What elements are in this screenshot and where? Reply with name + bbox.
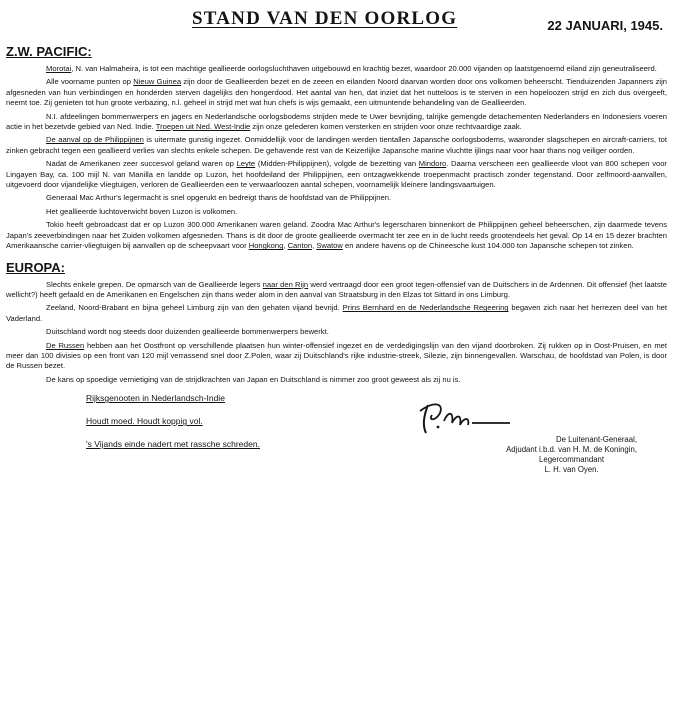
- section-heading-pacific: Z.W. PACIFIC:: [6, 44, 92, 59]
- place-name: Hongkong: [248, 241, 284, 251]
- paragraph-new-guinea: [6, 77, 667, 108]
- paragraph-morotai: [6, 64, 667, 74]
- paragraph-text: Alle voorname punten op: [46, 77, 134, 87]
- paragraph-text: zijn door de Geallieerden bezet en de zeeen en eilanden Noord daarvan worden door ons volkomen beheerscht. Tienduizenden Japanners zijn afgesneden van hun verbindingen en honderden sterven dagelijks den hongerdood. Het aantal van hen, dat inziet dat het nutteloos is te sterven in een hopeloozen strijd en zich dus overgeeft, neemt toe. Zij genieten tot hun groote verbazing, n.l. geheel in strijd met wat hun chefs is wijs gemaakt, een uitmuntende behandeling van de Geallieerden.: [6, 77, 667, 108]
- page-title: STAND VAN DEN OORLOG: [192, 8, 458, 29]
- paragraph-philippines-attack: [6, 135, 667, 156]
- slogan-line: Rijksgenooten in Nederlandsch-Indie: [86, 393, 225, 404]
- paragraph-text: . Daarna verscheen een geallieerde vloot van 800 schepen voor Lingayen Bay, ca. 100 mijl N. van Manilla en landde op Luzon, het hoofdeiland der Philippijnen, een ontzagwekkende troepenmacht practisch zonder tegenstand. Door zelfmoord-aanvallen, uitgevoerd door vijandelijke vliegtuigen, verloren de Geallieerden een te verwaarloozen aantal schepen, voornamelijk kleinere landingsvaartuigen.: [6, 159, 667, 190]
- paragraph-text: is uitermate gunstig ingezet. Onmiddellijk voor de landingen werden tientallen Japansche oorlogsbodems, waaronder slagschepen en aircraft-carriers, tot zinken gebracht tegen een geallieerd verlies van slechts enkele schepen. De gehavende rest van de Keizerlijke Japansche marine vluchtte ijlings naar voor haar thans nog veiliger oorden.: [6, 135, 667, 155]
- place-name: Morotai: [46, 64, 72, 73]
- highlight-text: Prins Bernhard en de Nederlandsche Regeering: [342, 303, 509, 313]
- highlight-text: Troepen uit Ned. West-Indie: [155, 122, 251, 132]
- paragraph-text: zijn onze gelederen komen versterken en strijden voor onze rechtvaardige zaak.: [250, 122, 522, 132]
- paragraph-air-superiority: Het geallieerde luchtoverwicht boven Luzon is volkomen.: [46, 206, 238, 216]
- highlight-text: naar den Rijn: [262, 279, 309, 289]
- paragraph-conclusion: De kans op spoedige vernietiging van de strijdkrachten van Japan en Duitschland is nimmer zoo groot geweest als zij nu is.: [46, 374, 461, 384]
- section-heading-europa: EUROPA:: [6, 259, 65, 275]
- paragraph-tokio: [6, 220, 667, 251]
- section-europa: [6, 260, 667, 386]
- handwritten-signature: [410, 397, 520, 437]
- place-name: Canton: [287, 241, 313, 251]
- place-name: Leyte: [236, 159, 256, 169]
- signature-block: [506, 435, 637, 475]
- signature-line: Legercommandant: [539, 455, 605, 465]
- paragraph-text: Tokio heeft gebroadcast dat er op Luzon 300.000 Amerikanen waren geland. Zoodra Mac Arthur's legerscharen binnenkort de Philippijnen geheel beheerschen, zijn daarmede tevens Japan's zeeverbindingen naar het Zuiden volkomen afgesneden. Thans is dit door de groote geallieerde overmacht ter zee en in de lucht reeds grootendeels het geval. Op 14 en 15 dezer brachten Amerikaansche carrier-vliegtuigen bij aanvallen op de scheepvaart voor: [6, 220, 667, 251]
- separator: ,: [312, 241, 317, 251]
- paragraph-text: Nadat de Amerikanen zeer succesvol geland waren op: [46, 159, 237, 169]
- paragraph-text: en andere havens op de Chineesche kust 104.000 ton Japansche schepen tot zinken.: [342, 241, 634, 251]
- paragraph-leyte: [6, 159, 667, 190]
- place-name: Mindoro: [418, 159, 447, 169]
- paragraph-ni-forces: [6, 112, 667, 133]
- paragraph-text: begaven zich naar het herrezen deel van het Vaderland.: [6, 303, 667, 323]
- paragraph-text: Slechts enkele grepen. De opmarsch van de Geallieerde legers: [46, 279, 263, 289]
- paragraph-liberation: [6, 303, 667, 324]
- place-name: Swatow: [316, 241, 343, 251]
- paragraph-bombers: Duitschland wordt nog steeds door duizenden geallieerde bommenwerpers bewerkt.: [46, 327, 329, 337]
- date-label: 22 JANUARI, 1945.: [547, 18, 663, 33]
- paragraph-text: Zeeland, Noord-Brabant en bijna geheel Limburg zijn van den gehaten vijand bevrijd.: [46, 303, 343, 313]
- signature-line: L. H. van Oyen.: [544, 465, 599, 475]
- place-name: Nieuw Guinea: [133, 77, 182, 87]
- slogan-line: 's Vijands einde nadert met rassche schreden.: [86, 439, 260, 450]
- signature-line: De Luitenant-Generaal,: [555, 435, 637, 445]
- highlight-text: De aanval op de Philippijnen: [46, 135, 144, 145]
- paragraph-text: werd vertraagd door een groot tegen-offensief van de Duitschers in de Ardennen. Dit offensief (het laatste wellicht?) heeft gefaald en de Amerikanen en Engelschen zijn thans weder alom in den aanval van Straatsburg in den Elzas tot Sittard in ons Limburg.: [6, 279, 667, 299]
- paragraph-text: hebben aan het Oostfront op verschillende plaatsen hun winter-offensief ingezet en de verdedigingslijn van den vijand doorbroken. Zij rukken op in Oost-Pruisen, en met meer dan 100 divisies op een front van 120 mijl verrassend snel door Z.Polen, waar zij Duitschland's rijke industrie-streek, Silezie, zijn binnengevallen. Warschau, de hoofdstad van Polen, is door de Russen bezet.: [6, 340, 667, 371]
- separator: ,: [283, 241, 288, 251]
- slogan-line: Houdt moed. Houdt koppig vol.: [86, 416, 203, 427]
- header: [6, 6, 667, 36]
- paragraph-rhine: [6, 280, 667, 301]
- highlight-text: De Russen: [46, 340, 85, 350]
- signature-line: Adjudant i.b.d. van H. M. de Koningin,: [506, 445, 637, 455]
- paragraph-text: , N. van Halmaheira, is tot een machtige geallieerde oorlogsluchthaven uitgebouwd en krachtig bezet, waardoor 20.000 vijanden op laatstgenoemd eiland zijn geneutraliseerd.: [71, 64, 657, 73]
- paragraph-russians: [6, 341, 667, 372]
- slogan-list: [86, 393, 346, 462]
- paragraph-text: (Midden-Philippijnen), volgde de bezetting van: [255, 159, 419, 169]
- section-pacific: [6, 44, 667, 252]
- footer: [6, 393, 667, 503]
- paragraph-text: N.I. afdeelingen bommenwerpers en jagers en Nederlandsche oorlogsbodems strijden mede te Uwer bevrijding, talrijke gemengde detachementen Nederlanders en Indonesiers voeren actie in het bezetvde gebied van Ned. Indie.: [6, 111, 667, 132]
- paragraph-macarthur: Generaal Mac Arthur's legermacht is snel opgerukt en bedreigt thans de hoofdstad van de Philippijnen.: [46, 193, 392, 203]
